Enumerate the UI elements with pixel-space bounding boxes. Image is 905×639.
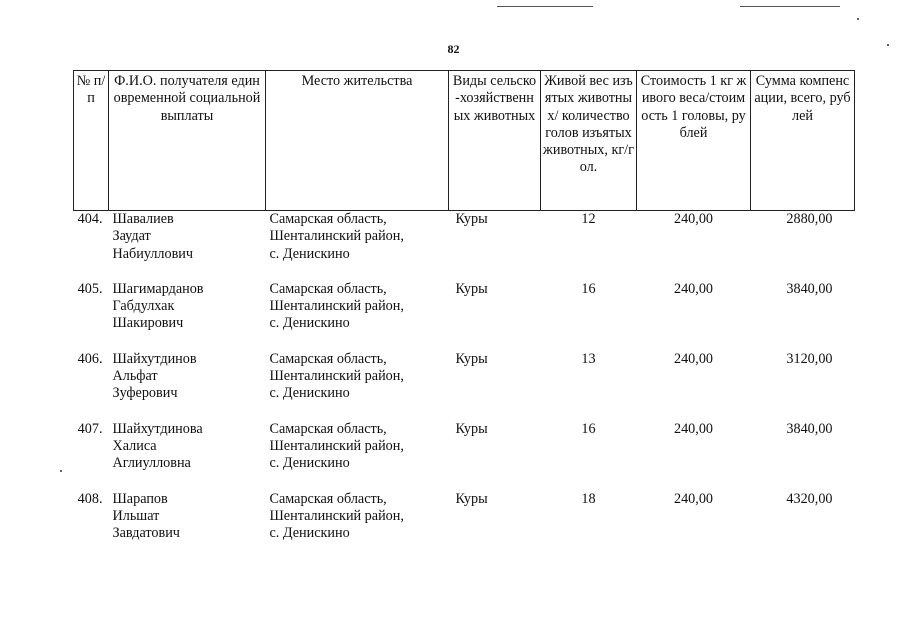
animal-type: Куры: [455, 211, 488, 227]
unit-price: 240,00: [673, 280, 713, 297]
table-row: [74, 281, 855, 333]
row-number: 406.: [77, 350, 103, 367]
scan-artifact-dot: [857, 18, 859, 20]
row-number: 407.: [77, 420, 103, 437]
row-spacer: [74, 263, 855, 281]
animal-type: Куры: [455, 490, 488, 507]
scan-artifact-dot: [60, 470, 62, 472]
residence: Самарская область, Шенталинский район, с. Денискино: [269, 350, 404, 402]
residence: Самарская область, Шенталинский район, с. Денискино: [269, 420, 404, 472]
row-spacer: [74, 403, 855, 421]
live-weight: 16: [581, 280, 596, 297]
row-spacer: [74, 473, 855, 491]
residence: Самарская область, Шенталинский район, с. Денискино: [269, 490, 404, 542]
compensation-table: [73, 70, 855, 542]
recipient-name: Шавалиев Заудат Набиуллович: [112, 211, 194, 262]
header-total-compensation: Сумма компенсации, всего, рублей: [751, 71, 855, 211]
recipient-name: Шарапов Ильшат Завдатович: [112, 490, 180, 542]
live-weight: 12: [581, 211, 596, 227]
header-unit-price: Стоимость 1 кг живого веса/стоимость 1 головы, рублей: [637, 71, 751, 211]
unit-price: 240,00: [673, 420, 713, 437]
scan-artifact-line: [740, 6, 840, 7]
scan-artifact-line: [497, 6, 593, 7]
total-compensation: 4320,00: [786, 490, 833, 507]
animal-type: Куры: [455, 350, 488, 367]
total-compensation: 3840,00: [786, 420, 833, 437]
header-animal-type: Виды сельско-хозяйственных животных: [449, 71, 541, 211]
live-weight: 16: [581, 420, 596, 437]
residence: Самарская область, Шенталинский район, с. Денискино: [269, 211, 404, 262]
row-number: 404.: [77, 211, 103, 227]
residence: Самарская область, Шенталинский район, с. Денискино: [269, 280, 404, 332]
total-compensation: 3120,00: [786, 350, 833, 367]
total-compensation: 3840,00: [786, 280, 833, 297]
table-header-row: [74, 71, 855, 211]
row-spacer: [74, 333, 855, 351]
header-live-weight: Живой вес изъятых животных/ количество голов изъятых животных, кг/гол.: [541, 71, 637, 211]
page-number: 82: [447, 42, 460, 56]
header-residence: Место жительства: [266, 71, 449, 211]
live-weight: 18: [581, 490, 596, 507]
animal-type: Куры: [455, 420, 488, 437]
recipient-name: Шагимарданов Габдулхак Шакирович: [112, 280, 204, 332]
live-weight: 13: [581, 350, 596, 367]
recipient-name: Шайхутдинова Халиса Аглиулловна: [112, 420, 203, 472]
table-row: [74, 211, 855, 263]
unit-price: 240,00: [673, 211, 713, 227]
header-number: № п/п: [74, 71, 109, 211]
table-row: [74, 351, 855, 403]
unit-price: 240,00: [673, 350, 713, 367]
recipient-name: Шайхутдинов Альфат Зуферович: [112, 350, 197, 402]
row-number: 405.: [77, 280, 103, 297]
total-compensation: 2880,00: [786, 211, 833, 227]
animal-type: Куры: [455, 280, 488, 297]
row-number: 408.: [77, 490, 103, 507]
header-recipient: Ф.И.О. получателя единовременной социальной выплаты: [109, 71, 266, 211]
table-row: [74, 491, 855, 543]
unit-price: 240,00: [673, 490, 713, 507]
table-row: [74, 421, 855, 473]
